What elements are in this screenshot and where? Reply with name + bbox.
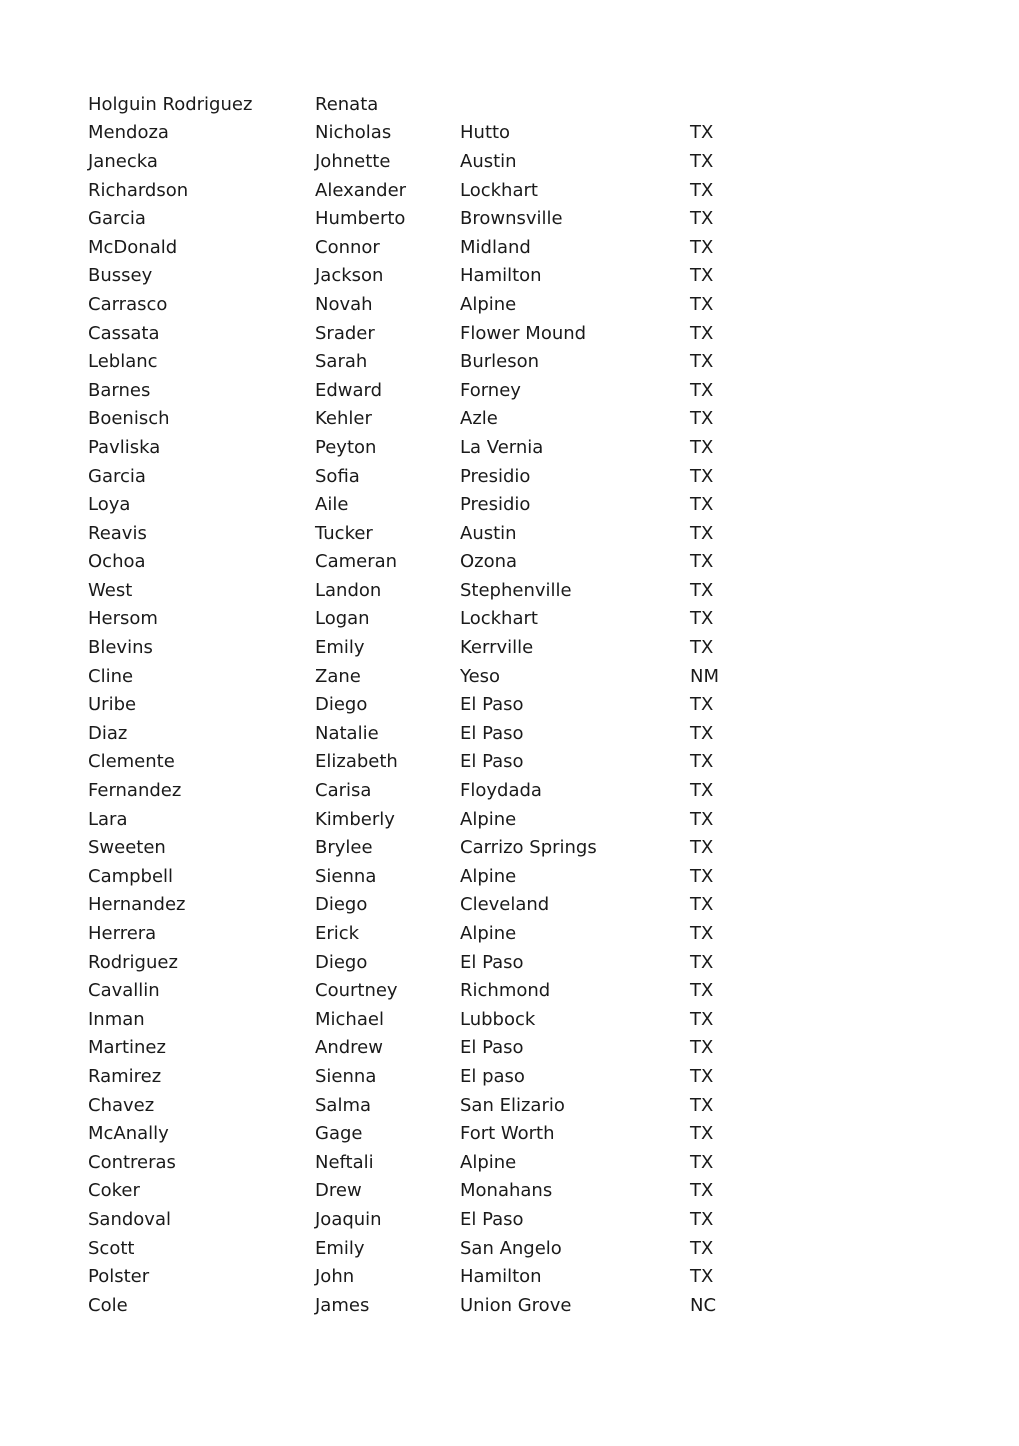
state-cell: TX (690, 894, 714, 916)
last-name-cell: Leblanc (88, 351, 158, 373)
last-name-cell: Contreras (88, 1151, 176, 1173)
city-cell: Fort Worth (460, 1123, 555, 1145)
first-name-cell: Renata (315, 93, 379, 115)
state-cell: TX (690, 179, 714, 201)
table-row (88, 90, 788, 119)
table-row (88, 1062, 788, 1091)
city-cell: Hamilton (460, 265, 542, 287)
table-row (88, 262, 788, 291)
city-cell: Brownsville (460, 208, 563, 230)
first-name-cell: Natalie (315, 722, 379, 744)
first-name-cell: Erick (315, 923, 360, 945)
table-row (88, 119, 788, 148)
table-row (88, 176, 788, 205)
last-name-cell: Blevins (88, 637, 153, 659)
table-row (88, 862, 788, 891)
last-name-cell: Sweeten (88, 837, 166, 859)
first-name-cell: Andrew (315, 1037, 383, 1059)
last-name-cell: Garcia (88, 465, 146, 487)
first-name-cell: Carisa (315, 780, 372, 802)
state-cell: TX (690, 923, 714, 945)
table-row (88, 1148, 788, 1177)
table-row (88, 1177, 788, 1206)
last-name-cell: McDonald (88, 236, 178, 258)
first-name-cell: Aile (315, 494, 349, 516)
state-cell: TX (690, 1180, 714, 1202)
table-row (88, 519, 788, 548)
last-name-cell: Sandoval (88, 1208, 171, 1230)
city-cell: Presidio (460, 494, 531, 516)
table-row (88, 1034, 788, 1063)
first-name-cell: Johnette (315, 150, 391, 172)
first-name-cell: Tucker (315, 522, 373, 544)
state-cell: TX (690, 837, 714, 859)
state-cell: TX (690, 351, 714, 373)
state-cell: TX (690, 808, 714, 830)
state-cell: TX (690, 122, 714, 144)
last-name-cell: Ochoa (88, 551, 146, 573)
city-cell: Lubbock (460, 1008, 536, 1030)
city-cell: Burleson (460, 351, 540, 373)
city-cell: El Paso (460, 722, 524, 744)
first-name-cell: Kehler (315, 408, 372, 430)
last-name-cell: Coker (88, 1180, 140, 1202)
state-cell: TX (690, 579, 714, 601)
last-name-cell: Cassata (88, 322, 160, 344)
state-cell: TX (690, 980, 714, 1002)
first-name-cell: Connor (315, 236, 380, 258)
first-name-cell: Zane (315, 665, 361, 687)
first-name-cell: Salma (315, 1094, 372, 1116)
table-row (88, 748, 788, 777)
state-cell: TX (690, 236, 714, 258)
last-name-cell: Cline (88, 665, 134, 687)
table-row (88, 891, 788, 920)
first-name-cell: Diego (315, 694, 368, 716)
first-name-cell: Cameran (315, 551, 398, 573)
table-row (88, 347, 788, 376)
last-name-cell: Lara (88, 808, 128, 830)
first-name-cell: Courtney (315, 980, 398, 1002)
table-row (88, 719, 788, 748)
last-name-cell: Cavallin (88, 980, 160, 1002)
city-cell: El Paso (460, 694, 524, 716)
city-cell: El Paso (460, 951, 524, 973)
city-cell: Midland (460, 236, 531, 258)
city-cell: Cleveland (460, 894, 550, 916)
table-row (88, 490, 788, 519)
state-cell: TX (690, 1208, 714, 1230)
table-row (88, 1205, 788, 1234)
table-row (88, 1291, 788, 1320)
state-cell: TX (690, 1008, 714, 1030)
city-cell: San Elizario (460, 1094, 565, 1116)
city-cell: Austin (460, 150, 517, 172)
city-cell: Flower Mound (460, 322, 587, 344)
last-name-cell: Bussey (88, 265, 153, 287)
state-cell: TX (690, 522, 714, 544)
last-name-cell: Hernandez (88, 894, 186, 916)
city-cell: El paso (460, 1065, 525, 1087)
state-cell: TX (690, 694, 714, 716)
city-cell: Richmond (460, 980, 551, 1002)
state-cell: TX (690, 1237, 714, 1259)
last-name-cell: Chavez (88, 1094, 155, 1116)
state-cell: TX (690, 1094, 714, 1116)
table-row (88, 690, 788, 719)
last-name-cell: Richardson (88, 179, 189, 201)
first-name-cell: Logan (315, 608, 370, 630)
state-cell: TX (690, 751, 714, 773)
table-row (88, 605, 788, 634)
state-cell: TX (690, 551, 714, 573)
table-row (88, 376, 788, 405)
first-name-cell: Emily (315, 1237, 365, 1259)
table-row (88, 576, 788, 605)
city-cell: Austin (460, 522, 517, 544)
table-row (88, 147, 788, 176)
table-row (88, 1119, 788, 1148)
last-name-cell: McAnally (88, 1123, 169, 1145)
table-row (88, 976, 788, 1005)
state-cell: TX (690, 1266, 714, 1288)
state-cell: TX (690, 1151, 714, 1173)
city-cell: Alpine (460, 865, 517, 887)
state-cell: TX (690, 1065, 714, 1087)
state-cell: TX (690, 722, 714, 744)
last-name-cell: Herrera (88, 923, 157, 945)
city-cell: Alpine (460, 293, 517, 315)
first-name-cell: Diego (315, 894, 368, 916)
first-name-cell: Landon (315, 579, 382, 601)
first-name-cell: Diego (315, 951, 368, 973)
first-name-cell: Gage (315, 1123, 363, 1145)
first-name-cell: Humberto (315, 208, 406, 230)
first-name-cell: Sienna (315, 865, 377, 887)
table-row (88, 833, 788, 862)
last-name-cell: Uribe (88, 694, 137, 716)
table-row (88, 1234, 788, 1263)
state-cell: NM (690, 665, 719, 687)
city-cell: San Angelo (460, 1237, 562, 1259)
state-cell: TX (690, 637, 714, 659)
city-cell: Yeso (460, 665, 501, 687)
table-row (88, 433, 788, 462)
state-cell: TX (690, 780, 714, 802)
table-row (88, 633, 788, 662)
first-name-cell: Elizabeth (315, 751, 398, 773)
table-row (88, 548, 788, 577)
city-cell: Lockhart (460, 179, 538, 201)
last-name-cell: Barnes (88, 379, 151, 401)
first-name-cell: Neftali (315, 1151, 374, 1173)
city-cell: Azle (460, 408, 498, 430)
table-row (88, 462, 788, 491)
city-cell: El Paso (460, 751, 524, 773)
first-name-cell: Edward (315, 379, 383, 401)
state-cell: TX (690, 150, 714, 172)
last-name-cell: Reavis (88, 522, 147, 544)
city-cell: Hamilton (460, 1266, 542, 1288)
table-row (88, 662, 788, 691)
first-name-cell: Sienna (315, 1065, 377, 1087)
state-cell: TX (690, 465, 714, 487)
last-name-cell: Clemente (88, 751, 175, 773)
city-cell: Alpine (460, 1151, 517, 1173)
last-name-cell: Hersom (88, 608, 158, 630)
first-name-cell: Alexander (315, 179, 407, 201)
table-row (88, 319, 788, 348)
first-name-cell: Srader (315, 322, 375, 344)
last-name-cell: Ramirez (88, 1065, 162, 1087)
state-cell: TX (690, 608, 714, 630)
table-row (88, 290, 788, 319)
state-cell: TX (690, 379, 714, 401)
first-name-cell: James (315, 1294, 370, 1316)
city-cell: Floydada (460, 780, 542, 802)
city-cell: Lockhart (460, 608, 538, 630)
city-cell: Ozona (460, 551, 518, 573)
last-name-cell: Diaz (88, 722, 128, 744)
last-name-cell: Martinez (88, 1037, 166, 1059)
table-row (88, 776, 788, 805)
last-name-cell: Scott (88, 1237, 135, 1259)
table-row (88, 1005, 788, 1034)
state-cell: TX (690, 951, 714, 973)
state-cell: TX (690, 293, 714, 315)
first-name-cell: Drew (315, 1180, 362, 1202)
city-cell: Monahans (460, 1180, 553, 1202)
state-cell: TX (690, 208, 714, 230)
first-name-cell: Joaquin (315, 1208, 382, 1230)
state-cell: TX (690, 865, 714, 887)
first-name-cell: Michael (315, 1008, 384, 1030)
table-row (88, 1262, 788, 1291)
table-row (88, 948, 788, 977)
city-cell: Hutto (460, 122, 511, 144)
first-name-cell: Jackson (315, 265, 384, 287)
table-row (88, 204, 788, 233)
city-cell: Alpine (460, 923, 517, 945)
city-cell: Kerrville (460, 637, 534, 659)
last-name-cell: Inman (88, 1008, 145, 1030)
last-name-cell: Loya (88, 494, 131, 516)
city-cell: El Paso (460, 1208, 524, 1230)
table-row (88, 1091, 788, 1120)
last-name-cell: Boenisch (88, 408, 170, 430)
city-cell: Forney (460, 379, 521, 401)
state-cell: TX (690, 1037, 714, 1059)
table-row (88, 805, 788, 834)
first-name-cell: Kimberly (315, 808, 395, 830)
city-cell: Alpine (460, 808, 517, 830)
first-name-cell: Emily (315, 637, 365, 659)
state-cell: TX (690, 408, 714, 430)
city-cell: Stephenville (460, 579, 572, 601)
first-name-cell: Brylee (315, 837, 373, 859)
last-name-cell: Pavliska (88, 436, 161, 458)
state-cell: TX (690, 436, 714, 458)
first-name-cell: John (315, 1266, 355, 1288)
city-cell: El Paso (460, 1037, 524, 1059)
last-name-cell: Campbell (88, 865, 174, 887)
last-name-cell: Janecka (88, 150, 158, 172)
city-cell: Carrizo Springs (460, 837, 597, 859)
last-name-cell: Cole (88, 1294, 128, 1316)
state-cell: TX (690, 322, 714, 344)
last-name-cell: Mendoza (88, 122, 169, 144)
last-name-cell: West (88, 579, 133, 601)
last-name-cell: Garcia (88, 208, 146, 230)
city-cell: Presidio (460, 465, 531, 487)
city-cell: Union Grove (460, 1294, 572, 1316)
first-name-cell: Peyton (315, 436, 377, 458)
last-name-cell: Polster (88, 1266, 150, 1288)
state-cell: TX (690, 265, 714, 287)
table-row (88, 233, 788, 262)
state-cell: TX (690, 1123, 714, 1145)
first-name-cell: Sofia (315, 465, 360, 487)
first-name-cell: Nicholas (315, 122, 392, 144)
spreadsheet-table (88, 90, 788, 1320)
state-cell: TX (690, 494, 714, 516)
last-name-cell: Rodriguez (88, 951, 178, 973)
last-name-cell: Carrasco (88, 293, 168, 315)
state-cell: NC (690, 1294, 717, 1316)
first-name-cell: Novah (315, 293, 373, 315)
last-name-cell: Fernandez (88, 780, 182, 802)
table-row (88, 405, 788, 434)
last-name-cell: Holguin Rodriguez (88, 93, 253, 115)
table-row (88, 919, 788, 948)
city-cell: La Vernia (460, 436, 544, 458)
first-name-cell: Sarah (315, 351, 368, 373)
